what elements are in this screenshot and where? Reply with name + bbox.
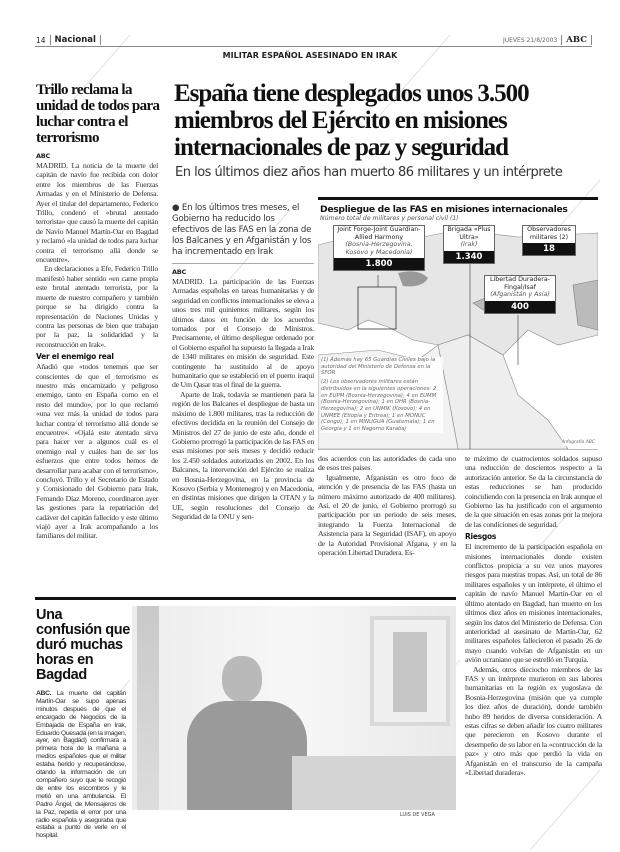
- paragraph: te máximo de cuatrocientos soldados supuso una reducción de doscientos respecto a la autorización anterior. Se da la circunstancia de estas reducciones se han producido coincidiendo con la presencia en Irak aunque el Gobierno las ha justificado con el argumento de la que situación en esas zonas por la mejora de las condiciones de seguridad.: [465, 454, 602, 529]
- note: (1) Además hay 65 Guardias Civiles bajo la autoridad del Ministerio de Defensa en la SFOR: [321, 357, 436, 377]
- paragraph: La muerte del capitán Martín-Oar se supo apenas minutos después de que el encargado de Negocios de la Embajada de España en Irak, Eduardo Quesada (en la imagen, ayer, en Bagdad) confirmara a primera hora de la mañana a medios españoles que el militar estaba herido y recuperándose, citando la información de un compañero suyo que le recogió de entre los escombros y le metió en una ambulancia. El Padre Ángel, de Mensajeros de la Paz, repetía el error por una radio española y aseguraba que estaba a punto de verle en el hospital.: [36, 690, 126, 840]
- note: (2) Los observadores militares están distribuidos en la siguientes operaciones: 2 en EUPM (Bosnia-Herzegovina); 4 en EUMM (Bosnia-Herzegovina); 1 en OHR (Bosnia-Herzegovina); 2 en UNMIK (Kosovo); 4 en UNMEE (Etiopía y Eritrea); 1 en MONUC (Congo); 1 en MINUGUA (Guatemala); 1 en Georgia y 1 en Nagorno Karabaj: [321, 379, 437, 433]
- side-article: [36, 152, 158, 541]
- photo-eduardo-quesada: [132, 606, 456, 810]
- mission-box: [522, 225, 576, 256]
- mission-name: Libertad Duradera-Fingal/Isaf: [490, 276, 550, 291]
- mission-value: 18: [523, 243, 575, 255]
- byline: ABC: [36, 152, 51, 160]
- main-subheadline: En los últimos diez años han muerto 86 militares y un intérprete: [175, 165, 563, 180]
- brand-logo: ABC: [566, 35, 587, 45]
- paragraph: MADRID. La participación de las Fuerzas Armadas españolas en tareas humanitarias y de seguridad en conflictos internacionales se eleva a unos tres mil quinientos militares, según los últimos datos en función de los acuerdos tomados por el Consejo de Ministros. Precisamente, el último despliegue ordenado por el Gobierno español ha supuesto la llegada a Irak de 1340 militares en misión de seguridad. Este contingente ha sustituido al de apoyo humanitario que se estableció en el puerto iraquí de Um Qasar tras el final de la guerra.: [172, 277, 314, 390]
- divider: [172, 263, 314, 264]
- page-header-left: [36, 35, 101, 45]
- paragraph: Igualmente, Afganistán es otro foco de atención y de presencia de las FAS (hasta un número máximo autorizado de 400 militares). Así, el 20 de junio, el Gobierno prorrogó su participación por un periodo de seis meses, integrando la Fuerza Internacional de Asistencia para la Seguridad (ISAF), en apoyo de la Autoridad Provisional Afgana, y en la operación Libertad Duradera. Es-: [318, 472, 456, 558]
- byline: ABC: [172, 268, 187, 276]
- issue-date: JUEVES 21/8/2003: [502, 36, 558, 44]
- main-article-col2: [318, 454, 456, 557]
- mission-value: 1.340: [444, 251, 494, 263]
- photo-credit: LUIS DE VEGA: [400, 812, 435, 818]
- flag: [137, 606, 159, 810]
- paragraph: El incremento de la participación española en misiones internacionales donde existen conflictos propicia a su vez unos mayores riesgos para nuestras tropas. Así, un total de 86 militares españoles y un intérprete, el último el capitán de navío Manuel Martín-Oar en el último atentado en Bagdad, han muerto en los últimos diez años en misiones internacionales, según los datos del Ministerio de Defensa. Con anterioridad al asesinato de Martín-Oar, 62 militares españoles fallecieron el pasado 26 de mayo cuando volvían de Afganistán en un avión ucraniano que se estrelló en Turquía.: [465, 542, 602, 665]
- mission-name: Brigada «Plus Ultra»: [447, 226, 491, 241]
- paragraph: MADRID. La noticia de la muerte del capitán de navío fue recibida con dolor entre los miembros de las Fuerzas Armadas y en el Ministerio de Defensa. Ayer el titular del departamento, Federico Trillo, condenó el «brutal atentado terrorista» que causó la muerte del capitán de Navío Manuel Martín-Oar en Bagdad y reclamó «la unidad de todos para luchar contra el terrorismo allá donde se encuentre».: [36, 161, 158, 265]
- side-headline: Trillo reclama la unidad de todos para luchar contra el terrorismo: [36, 82, 160, 146]
- main-headline: España tiene desplegados unos 3.500 miembros del Ejército en misiones internacionales de paz y seguridad: [174, 80, 529, 161]
- subhead: Riesgos: [465, 532, 497, 542]
- paragraph: Aparte de Irak, todavía se mantienen para la región de los Balcanes el despliegue de hasta un máximo de 1.800 militares, tras la reducción de efectivos decidida en la reunión del Consejo de Ministros del 27 de junio de este año, donde el Gobierno prorrogó la participación de las FAS en esas misiones por seis meses y decidió reducir los 2.450 soldados autorizados en 2002. En los Balcanes, la intervención del Ejército se realiza en Bosnia-Herzegovina, en la provincia de Kosovo (Serbia y Montenegro) y en Macedonia, en distintas misiones que dirigen la OTAN y la UE, según resoluciones del Consejo de Seguridad de la ONU y sen-: [172, 389, 314, 522]
- desk: [292, 756, 456, 810]
- header-rule: [35, 46, 592, 47]
- bullet-icon: ●: [172, 203, 180, 213]
- graphic-rule: [318, 197, 598, 200]
- mission-name: Observadores militares (2): [527, 226, 571, 241]
- graphic-notes: [321, 357, 443, 433]
- paragraph: En declaraciones a Efe, Federico Trillo manifestó haber sentido «en carne propia este brutal atentado terrorista, por la muerte de nuestro compañero y también porque se ha dirigido contra la representación de Naciones Unidas y contra las personas de bien que trabajan por la paz, la solidaridad y la reconstrucción en Irak».: [36, 264, 158, 349]
- page-header-right: [503, 35, 592, 45]
- mission-box: [333, 225, 425, 271]
- bottom-headline: Una confusión que duró muchas horas en Bagdad: [36, 607, 130, 683]
- main-article-col1: [172, 268, 314, 522]
- mission-value: 400: [485, 301, 555, 313]
- person-body: [187, 701, 307, 810]
- mission-region: (Irak): [460, 241, 478, 249]
- graphic-title: Despliegue de las FAS en misiones internacionales: [320, 204, 568, 215]
- main-article-col3: [465, 454, 602, 777]
- mission-region: (Bosnia-Herzegovina, Kosovo y Macedonia): [345, 241, 413, 256]
- summary-text: En los últimos tres meses, el Gobierno ha reducido los efectivos de las FAS en la zona de los Balcanes y en Afganistán y los ha incrementado en Irak: [172, 203, 312, 257]
- bottom-article: [36, 690, 126, 840]
- section-rule: [35, 597, 456, 600]
- mission-box: [443, 225, 495, 264]
- page-number: 14: [36, 35, 46, 45]
- mission-box: [484, 275, 556, 314]
- graphic-subtitle: Número total de militares y personal civil (1): [320, 215, 459, 222]
- mission-name: Joint Forge-Joint Guardian-Allied Harmony: [337, 226, 421, 241]
- summary: [172, 203, 314, 258]
- graphic-credit: Infografía ABC: [562, 440, 595, 445]
- paragraph: Además, otros dieciocho miembros de las FAS y un intérprete murieron en sus labores humanitarias en la región ex yugoslava de Bosnia-Herzegovina (misión que ya cumple los diez años de duración), donde también hubo 89 heridos de diversa consideración. A estas cifras se deben añadir los cuatro militares que perecieron en Kosovo durante el desempeño de su labor en la «contrucción de la paz» y otro más que perdió la vida en Afganistán en el transcurso de la campaña «Libertad duradera».: [465, 664, 602, 777]
- section-name: Nacional: [54, 35, 96, 45]
- paragraph: Añadió que «todos tenemos que ser conscientes de que el terrorismo es nuestro más encarnizado y peligroso enemigo, tanto en España como en el resto del mundo», por lo que reclamó «una vez más la unidad de todos para luchar contra el terrorismo allá donde se encuentre». «Ojalá este atentado sirva para hacer ver a algunos cuál es el enemigo real y cuáles han de ser los esfuerzos que entre todos hemos de desarrollar para acabar con el terrorismo», concluyó. Trillo y el Secretario de Estado y Comisionado del Gobierno para Irak, Fernando Díaz Moreno, coordinaron ayer las gestiones para la repatriación del cadáver del capitán fallecido y este último viajó ayer a Irak acompañando a los familiares del militar.: [36, 362, 158, 541]
- mission-region: (Afganistán y Asia): [490, 291, 550, 299]
- mission-value: 1.800: [334, 258, 424, 270]
- subhead: Ver el enemigo real: [36, 352, 114, 362]
- person-head: [222, 656, 262, 702]
- paragraph: dos acuerdos con las autoridades de cada uno de esos tres países.: [318, 454, 456, 473]
- deployment-infographic: [318, 197, 598, 450]
- framed-picture: [370, 616, 450, 726]
- byline: ABC.: [36, 690, 52, 697]
- section-kicker: MILITAR ESPAÑOL ASESINADO EN IRAK: [222, 51, 398, 60]
